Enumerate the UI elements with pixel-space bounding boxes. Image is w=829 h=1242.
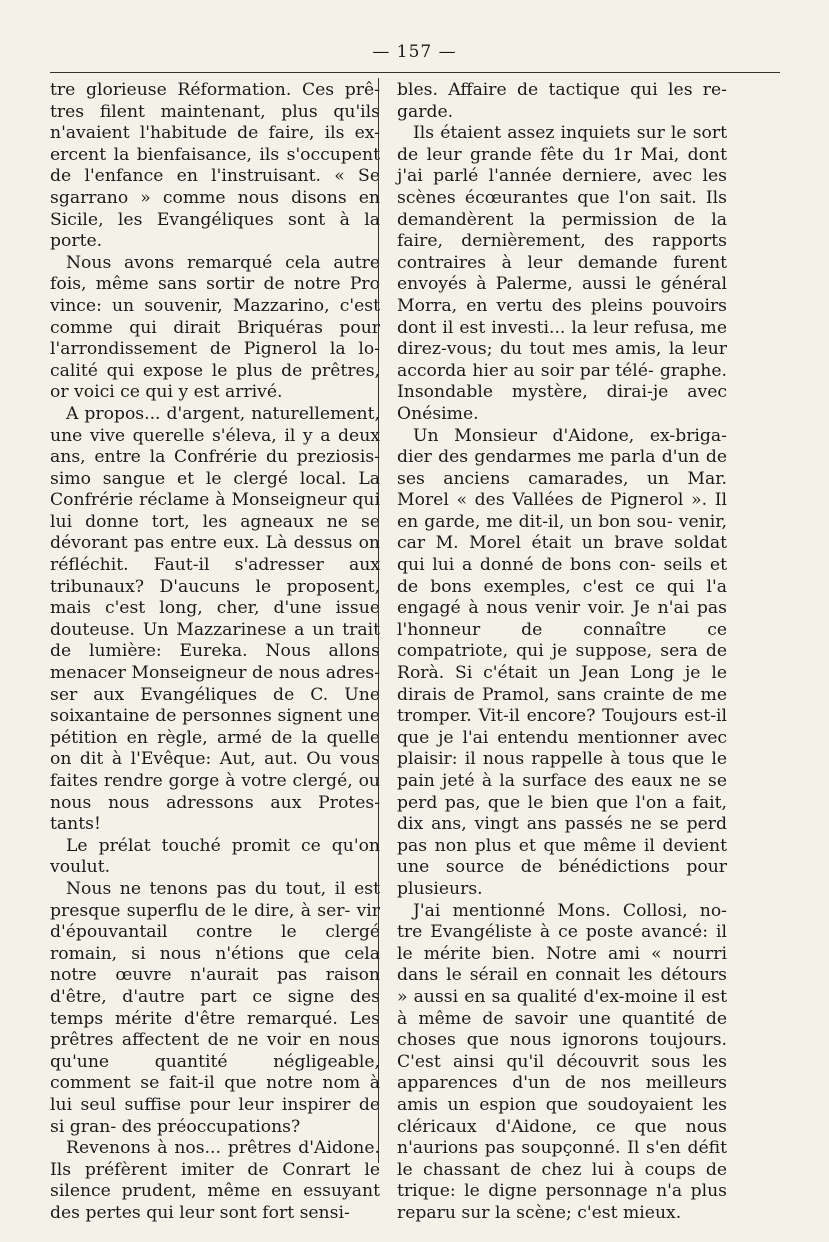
paragraph: Revenons à nos... prêtres d'Aidone. Ils préfèrent imiter de Conrart le silence prudent, même en essuyant des pertes qui leur sont fort sensi- <box>50 1138 380 1223</box>
left-column <box>50 80 380 1224</box>
paragraph: Nous avons remarqué cela autre fois, même sans sortir de notre Pro vince: un souvenir, Mazzarino, c'est comme qui dirait Briquéras pour l'arrondissement de Pignerol la lo- calité qui expose le plus de prêtres, or voici ce qui y est arrivé. <box>50 252 380 403</box>
page-number: — 157 — <box>372 42 457 62</box>
column-divider <box>378 78 379 1163</box>
paragraph: Ils étaient assez inquiets sur le sort de leur grande fête du 1r Mai, dont j'ai parlé l'année derniere, avec les scènes écœurantes que l'on sait. Ils demandèrent la permission de la faire, dernièrement, des rapports contraires à leur demande furent envoyés à Palerme, aussi le général Morra, en vertu des pleins pouvoirs dont il est investi... la leur refusa, me direz-vous; du tout mes amis, la leur accorda hier au soir par télé- graphe. Insondable mystère, dirai-je avec Onésime. <box>397 123 727 424</box>
paragraph: Le prélat touché promit ce qu'on voulut. <box>50 835 380 878</box>
header-rule <box>50 72 780 73</box>
paragraph: tre glorieuse Réformation. Ces prê- tres filent maintenant, plus qu'ils n'avaient l'habitude de faire, ils ex- ercent la bienfaisance, ils s'occupent de l'enfance en l'instruisant. « Se sgarrano » comme nous disons en Sicile, les Evangéliques sont à la porte. <box>50 80 380 252</box>
paragraph: Un Monsieur d'Aidone, ex-briga- dier des gendarmes me parla d'un de ses anciens camarades, un Mar. Morel « des Vallées de Pignerol ». Il en garde, me dit-il, un bon sou- venir, car M. Morel était un brave soldat qui lui a donné de bons con- seils et de bons exemples, c'est ce qui l'a engagé à nous venir voir. Je n'ai pas l'honneur de connaître ce compatriote, qui je suppose, sera de Rorà. Si c'était un Jean Long je le dirais de Pramol, sans crainte de me tromper. Vit-il encore? Toujours est-il que je l'ai entendu mentionner avec plaisir: il nous rappelle à tous que le pain jeté à la surface des eaux ne se perd pas, que le bien que l'on a fait, dix ans, vingt ans passés ne se perd pas non plus et que même il devient une source de bénédictions pour plusieurs. <box>397 425 727 899</box>
paragraph: A propos... d'argent, naturellement, une vive querelle s'éleva, il y a deux ans, entre la Confrérie du preziosis- simo sangue et le clergé local. La Confrérie réclame à Monseigneur qui lui donne tort, les agneaux ne se dévorant pas entre eux. Là dessus on réfléchit. Faut-il s'adresser aux tribunaux? D'aucuns le proposent, mais c'est long, cher, d'une issue douteuse. Un Mazzarinese a un trait de lumière: Eureka. Nous allons menacer Monseigneur de nous adres- ser aux Evangéliques de C. Une soixantaine de personnes signent une pétition en règle, armé de la quelle on dit à l'Evêque: Aut, aut. Ou vous faites rendre gorge à votre clergé, ou nous nous adressons aux Protes- tants! <box>50 403 380 835</box>
paragraph: Nous ne tenons pas du tout, il est presque superflu de le dire, à ser- vir d'épouvantail contre le clergé romain, si nous n'étions que cela notre œuvre n'aurait pas raison d'être, d'autre part ce signe des temps mérite d'être remarqué. Les prêtres affectent de ne voir en nous qu'une quantité négligeable, comment se fait-il que notre nom à lui seul suffise pour leur inspirer de si gran- des préoccupations? <box>50 878 380 1137</box>
paragraph: bles. Affaire de tactique qui les re- garde. <box>397 80 727 122</box>
paragraph: J'ai mentionné Mons. Collosi, no- tre Evangéliste à ce poste avancé: il le mérite bien. Notre ami « nourri dans le sérail en connait les détours » aussi en sa qualité d'ex-moine il est à même de savoir une quantité de choses que nous ignorons toujours. C'est ainsi qu'il découvrit sous les apparences d'un de nos meilleurs amis un espion que soudoyaient les cléricaux d'Aidone, ce que nous n'aurions pas soupçonné. Il s'en défit le chassant de chez lui à coups de trique: le digne personnage n'a plus reparu sur la scène; c'est mieux. <box>397 900 727 1223</box>
right-column <box>397 80 727 1224</box>
